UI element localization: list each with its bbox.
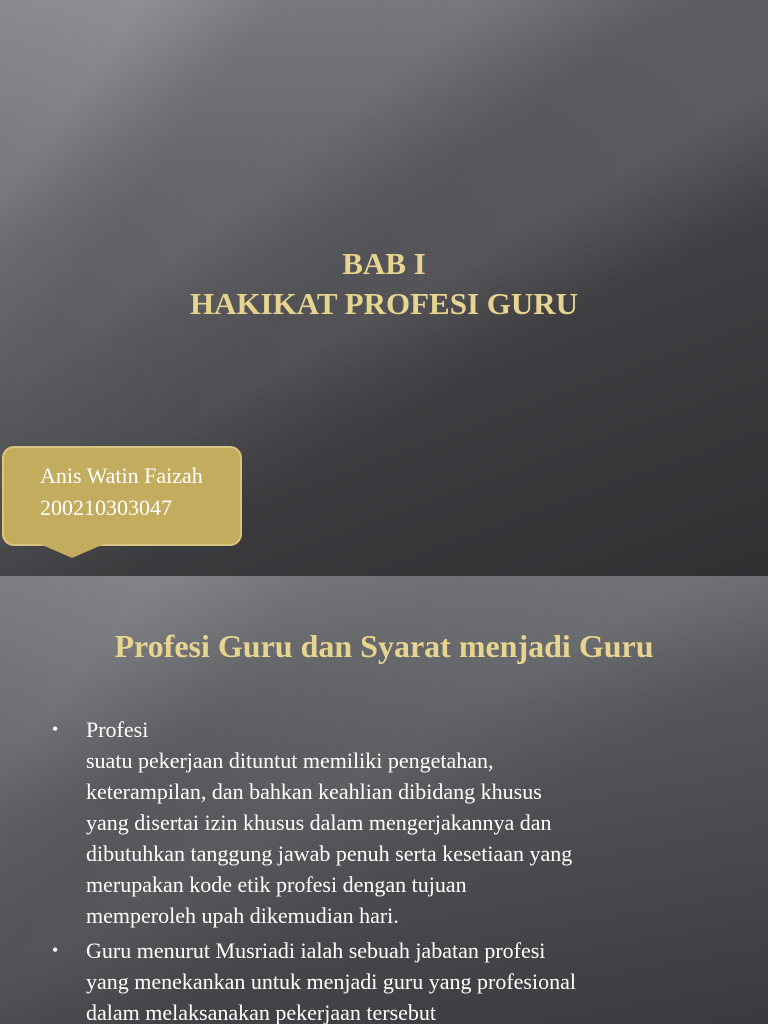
bullet-text-line: keterampilan, dan bahkan keahlian dibidang khusus (86, 779, 542, 804)
bullet-icon: • (52, 719, 59, 739)
author-callout-tail (40, 544, 104, 558)
bullet-list (52, 714, 752, 1024)
slide-content (0, 576, 768, 1024)
bullet-text-line: merupakan kode etik profesi dengan tujuan (86, 872, 467, 897)
author-info (40, 460, 203, 524)
bullet-text-line: suatu pekerjaan dituntut memiliki pengetahan, (86, 748, 494, 773)
slide-title-heading: Profesi Guru dan Syarat menjadi Guru (114, 628, 654, 664)
title-block (0, 244, 768, 324)
title-line-2: HAKIKAT PROFESI GURU (189, 286, 579, 321)
bullet-item-profesi (52, 714, 752, 931)
bullet-text-line: dalam melaksanakan pekerjaan tersebut (86, 1000, 437, 1024)
title-line-1: BAB I (342, 246, 426, 281)
author-id: 200210303047 (40, 495, 172, 520)
bullet-text-line: memperoleh upah dikemudian hari. (86, 903, 399, 928)
bullet-text-line: Guru menurut Musriadi ialah sebuah jabatan profesi (86, 938, 546, 963)
bullet-text-line: yang disertai izin khusus dalam mengerjakannya dan (86, 810, 552, 835)
bullet-text-line: dibutuhkan tanggung jawab penuh serta kesetiaan yang (86, 841, 573, 866)
bullet-heading: Profesi (86, 717, 149, 742)
author-name: Anis Watin Faizah (40, 463, 203, 488)
bullet-item-guru (52, 935, 752, 1024)
bullet-icon: • (52, 940, 59, 960)
bullet-text-line: yang menekankan untuk menjadi guru yang profesional (86, 969, 576, 994)
